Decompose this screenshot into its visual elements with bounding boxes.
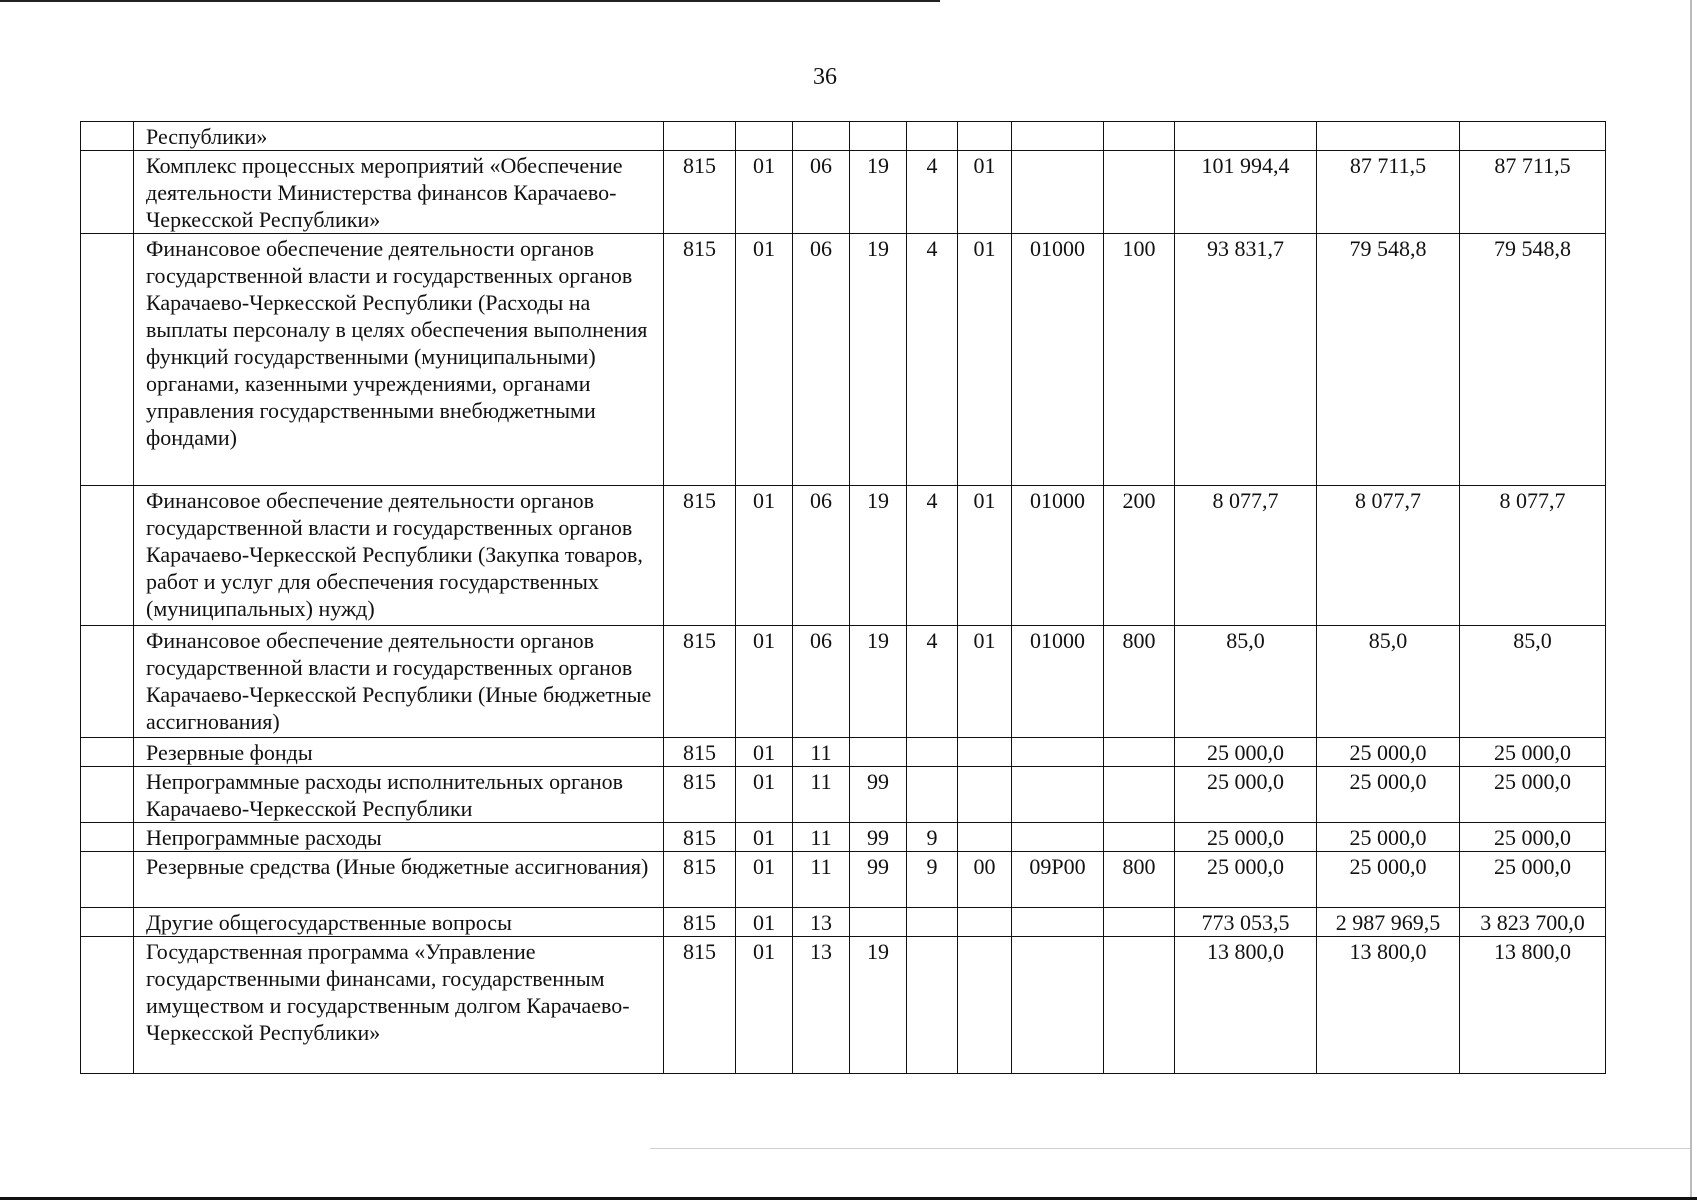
row-marker-cell — [81, 738, 134, 767]
table-row — [81, 151, 1606, 234]
amount-year-2 — [1317, 122, 1460, 151]
direction-code — [1012, 823, 1104, 852]
item-name: Резервные фонды — [134, 738, 664, 767]
direction-code: 01000 — [1012, 626, 1104, 738]
amount-year-2: 25 000,0 — [1317, 738, 1460, 767]
ministry-code: 815 — [664, 486, 736, 626]
activity-code: 01 — [958, 626, 1012, 738]
amount-year-1: 25 000,0 — [1175, 823, 1317, 852]
table-row — [81, 234, 1606, 486]
table-row — [81, 767, 1606, 823]
amount-year-2: 13 800,0 — [1317, 937, 1460, 1074]
amount-year-3: 79 548,8 — [1460, 234, 1606, 486]
expense-type-code: 100 — [1104, 234, 1175, 486]
program-code: 19 — [850, 937, 907, 1074]
subprogram-code: 9 — [907, 852, 958, 908]
subsection-code: 11 — [793, 767, 850, 823]
direction-code — [1012, 151, 1104, 234]
row-marker-cell — [81, 852, 134, 908]
amount-year-2: 85,0 — [1317, 626, 1460, 738]
expense-type-code: 800 — [1104, 852, 1175, 908]
section-code: 01 — [736, 823, 793, 852]
direction-code — [1012, 908, 1104, 937]
table-row — [81, 626, 1606, 738]
section-code: 01 — [736, 738, 793, 767]
amount-year-3: 3 823 700,0 — [1460, 908, 1606, 937]
section-code: 01 — [736, 767, 793, 823]
amount-year-1: 773 053,5 — [1175, 908, 1317, 937]
amount-year-2: 87 711,5 — [1317, 151, 1460, 234]
activity-code: 01 — [958, 151, 1012, 234]
subsection-code: 06 — [793, 486, 850, 626]
direction-code — [1012, 937, 1104, 1074]
ministry-code: 815 — [664, 908, 736, 937]
amount-year-1: 85,0 — [1175, 626, 1317, 738]
subsection-code: 06 — [793, 626, 850, 738]
amount-year-1: 25 000,0 — [1175, 767, 1317, 823]
direction-code — [1012, 738, 1104, 767]
page-number: 36 — [813, 64, 837, 90]
subsection-code — [793, 122, 850, 151]
item-name: Финансовое обеспечение деятельности органов государственной власти и государственных органов Карачаево-Черкесской Республики (Закупка товаров, работ и услуг для обеспечения государственных (муниципальных) нужд) — [134, 486, 664, 626]
amount-year-2: 25 000,0 — [1317, 823, 1460, 852]
subsection-code: 13 — [793, 937, 850, 1074]
program-code: 99 — [850, 852, 907, 908]
ministry-code: 815 — [664, 626, 736, 738]
activity-code — [958, 738, 1012, 767]
program-code: 19 — [850, 151, 907, 234]
subprogram-code: 4 — [907, 486, 958, 626]
subsection-code: 06 — [793, 151, 850, 234]
amount-year-3: 13 800,0 — [1460, 937, 1606, 1074]
table-row — [81, 738, 1606, 767]
expense-type-code — [1104, 738, 1175, 767]
expense-type-code — [1104, 767, 1175, 823]
subprogram-code: 4 — [907, 234, 958, 486]
amount-year-1 — [1175, 122, 1317, 151]
ministry-code: 815 — [664, 852, 736, 908]
section-code: 01 — [736, 234, 793, 486]
ministry-code: 815 — [664, 151, 736, 234]
program-code: 99 — [850, 823, 907, 852]
amount-year-2: 2 987 969,5 — [1317, 908, 1460, 937]
item-name: Комплекс процессных мероприятий «Обеспечение деятельности Министерства финансов Карачаево-Черкесской Республики» — [134, 151, 664, 234]
table-row — [81, 852, 1606, 908]
item-name: Другие общегосударственные вопросы — [134, 908, 664, 937]
row-marker-cell — [81, 486, 134, 626]
item-name: Финансовое обеспечение деятельности органов государственной власти и государственных органов Карачаево-Черкесской Республики (Расходы на выплаты персоналу в целях обеспечения выполнения функций государственными (муниципальными) органами, казенными учреждениями, органами управления государственными внебюджетными фондами) — [134, 234, 664, 486]
item-name: Государственная программа «Управление государственными финансами, государственным имуществом и государственным долгом Карачаево-Черкесской Республики» — [134, 937, 664, 1074]
section-code: 01 — [736, 937, 793, 1074]
row-marker-cell — [81, 151, 134, 234]
amount-year-3: 25 000,0 — [1460, 738, 1606, 767]
activity-code — [958, 122, 1012, 151]
ministry-code: 815 — [664, 937, 736, 1074]
section-code: 01 — [736, 486, 793, 626]
row-marker-cell — [81, 908, 134, 937]
subprogram-code — [907, 738, 958, 767]
ministry-code: 815 — [664, 823, 736, 852]
section-code: 01 — [736, 908, 793, 937]
amount-year-3: 85,0 — [1460, 626, 1606, 738]
scan-artifact-line — [650, 1148, 1690, 1149]
program-code — [850, 738, 907, 767]
item-name: Непрограммные расходы — [134, 823, 664, 852]
section-code: 01 — [736, 852, 793, 908]
subprogram-code: 9 — [907, 823, 958, 852]
item-name: Финансовое обеспечение деятельности органов государственной власти и государственных органов Карачаево-Черкесской Республики (Иные бюджетные ассигнования) — [134, 626, 664, 738]
row-marker-cell — [81, 122, 134, 151]
ministry-code: 815 — [664, 738, 736, 767]
ministry-code — [664, 122, 736, 151]
amount-year-1: 25 000,0 — [1175, 852, 1317, 908]
scan-page-edge — [1690, 0, 1692, 1200]
item-name: Резервные средства (Иные бюджетные ассигнования) — [134, 852, 664, 908]
table-row — [81, 486, 1606, 626]
expense-type-code — [1104, 151, 1175, 234]
expense-type-code: 200 — [1104, 486, 1175, 626]
activity-code — [958, 937, 1012, 1074]
activity-code — [958, 908, 1012, 937]
subsection-code: 13 — [793, 908, 850, 937]
table-row — [81, 122, 1606, 151]
activity-code: 01 — [958, 234, 1012, 486]
table-row — [81, 908, 1606, 937]
expense-type-code — [1104, 122, 1175, 151]
subsection-code: 11 — [793, 823, 850, 852]
subprogram-code: 4 — [907, 626, 958, 738]
row-marker-cell — [81, 937, 134, 1074]
row-marker-cell — [81, 234, 134, 486]
direction-code: 01000 — [1012, 234, 1104, 486]
top-scan-rule — [0, 0, 940, 2]
program-code: 99 — [850, 767, 907, 823]
amount-year-3 — [1460, 122, 1606, 151]
amount-year-2: 79 548,8 — [1317, 234, 1460, 486]
table-row — [81, 823, 1606, 852]
subprogram-code — [907, 767, 958, 823]
section-code: 01 — [736, 151, 793, 234]
subsection-code: 06 — [793, 234, 850, 486]
program-code — [850, 908, 907, 937]
expense-type-code — [1104, 937, 1175, 1074]
amount-year-3: 25 000,0 — [1460, 823, 1606, 852]
amount-year-3: 25 000,0 — [1460, 852, 1606, 908]
item-name: Республики» — [134, 122, 664, 151]
amount-year-1: 93 831,7 — [1175, 234, 1317, 486]
expense-type-code — [1104, 823, 1175, 852]
direction-code — [1012, 767, 1104, 823]
amount-year-3: 87 711,5 — [1460, 151, 1606, 234]
table-row — [81, 937, 1606, 1074]
program-code: 19 — [850, 626, 907, 738]
subprogram-code: 4 — [907, 151, 958, 234]
section-code — [736, 122, 793, 151]
amount-year-2: 25 000,0 — [1317, 767, 1460, 823]
activity-code: 01 — [958, 486, 1012, 626]
direction-code: 09Р00 — [1012, 852, 1104, 908]
subprogram-code — [907, 908, 958, 937]
item-name: Непрограммные расходы исполнительных органов Карачаево-Черкесской Республики — [134, 767, 664, 823]
amount-year-1: 8 077,7 — [1175, 486, 1317, 626]
section-code: 01 — [736, 626, 793, 738]
amount-year-3: 25 000,0 — [1460, 767, 1606, 823]
expense-type-code — [1104, 908, 1175, 937]
subsection-code: 11 — [793, 852, 850, 908]
budget-table — [80, 121, 1606, 1074]
subprogram-code — [907, 937, 958, 1074]
subprogram-code — [907, 122, 958, 151]
direction-code: 01000 — [1012, 486, 1104, 626]
activity-code — [958, 767, 1012, 823]
amount-year-2: 25 000,0 — [1317, 852, 1460, 908]
amount-year-1: 101 994,4 — [1175, 151, 1317, 234]
ministry-code: 815 — [664, 234, 736, 486]
activity-code: 00 — [958, 852, 1012, 908]
direction-code — [1012, 122, 1104, 151]
expense-type-code: 800 — [1104, 626, 1175, 738]
program-code — [850, 122, 907, 151]
amount-year-2: 8 077,7 — [1317, 486, 1460, 626]
amount-year-1: 13 800,0 — [1175, 937, 1317, 1074]
amount-year-1: 25 000,0 — [1175, 738, 1317, 767]
program-code: 19 — [850, 234, 907, 486]
row-marker-cell — [81, 626, 134, 738]
subsection-code: 11 — [793, 738, 850, 767]
activity-code — [958, 823, 1012, 852]
row-marker-cell — [81, 767, 134, 823]
program-code: 19 — [850, 486, 907, 626]
amount-year-3: 8 077,7 — [1460, 486, 1606, 626]
row-marker-cell — [81, 823, 134, 852]
ministry-code: 815 — [664, 767, 736, 823]
